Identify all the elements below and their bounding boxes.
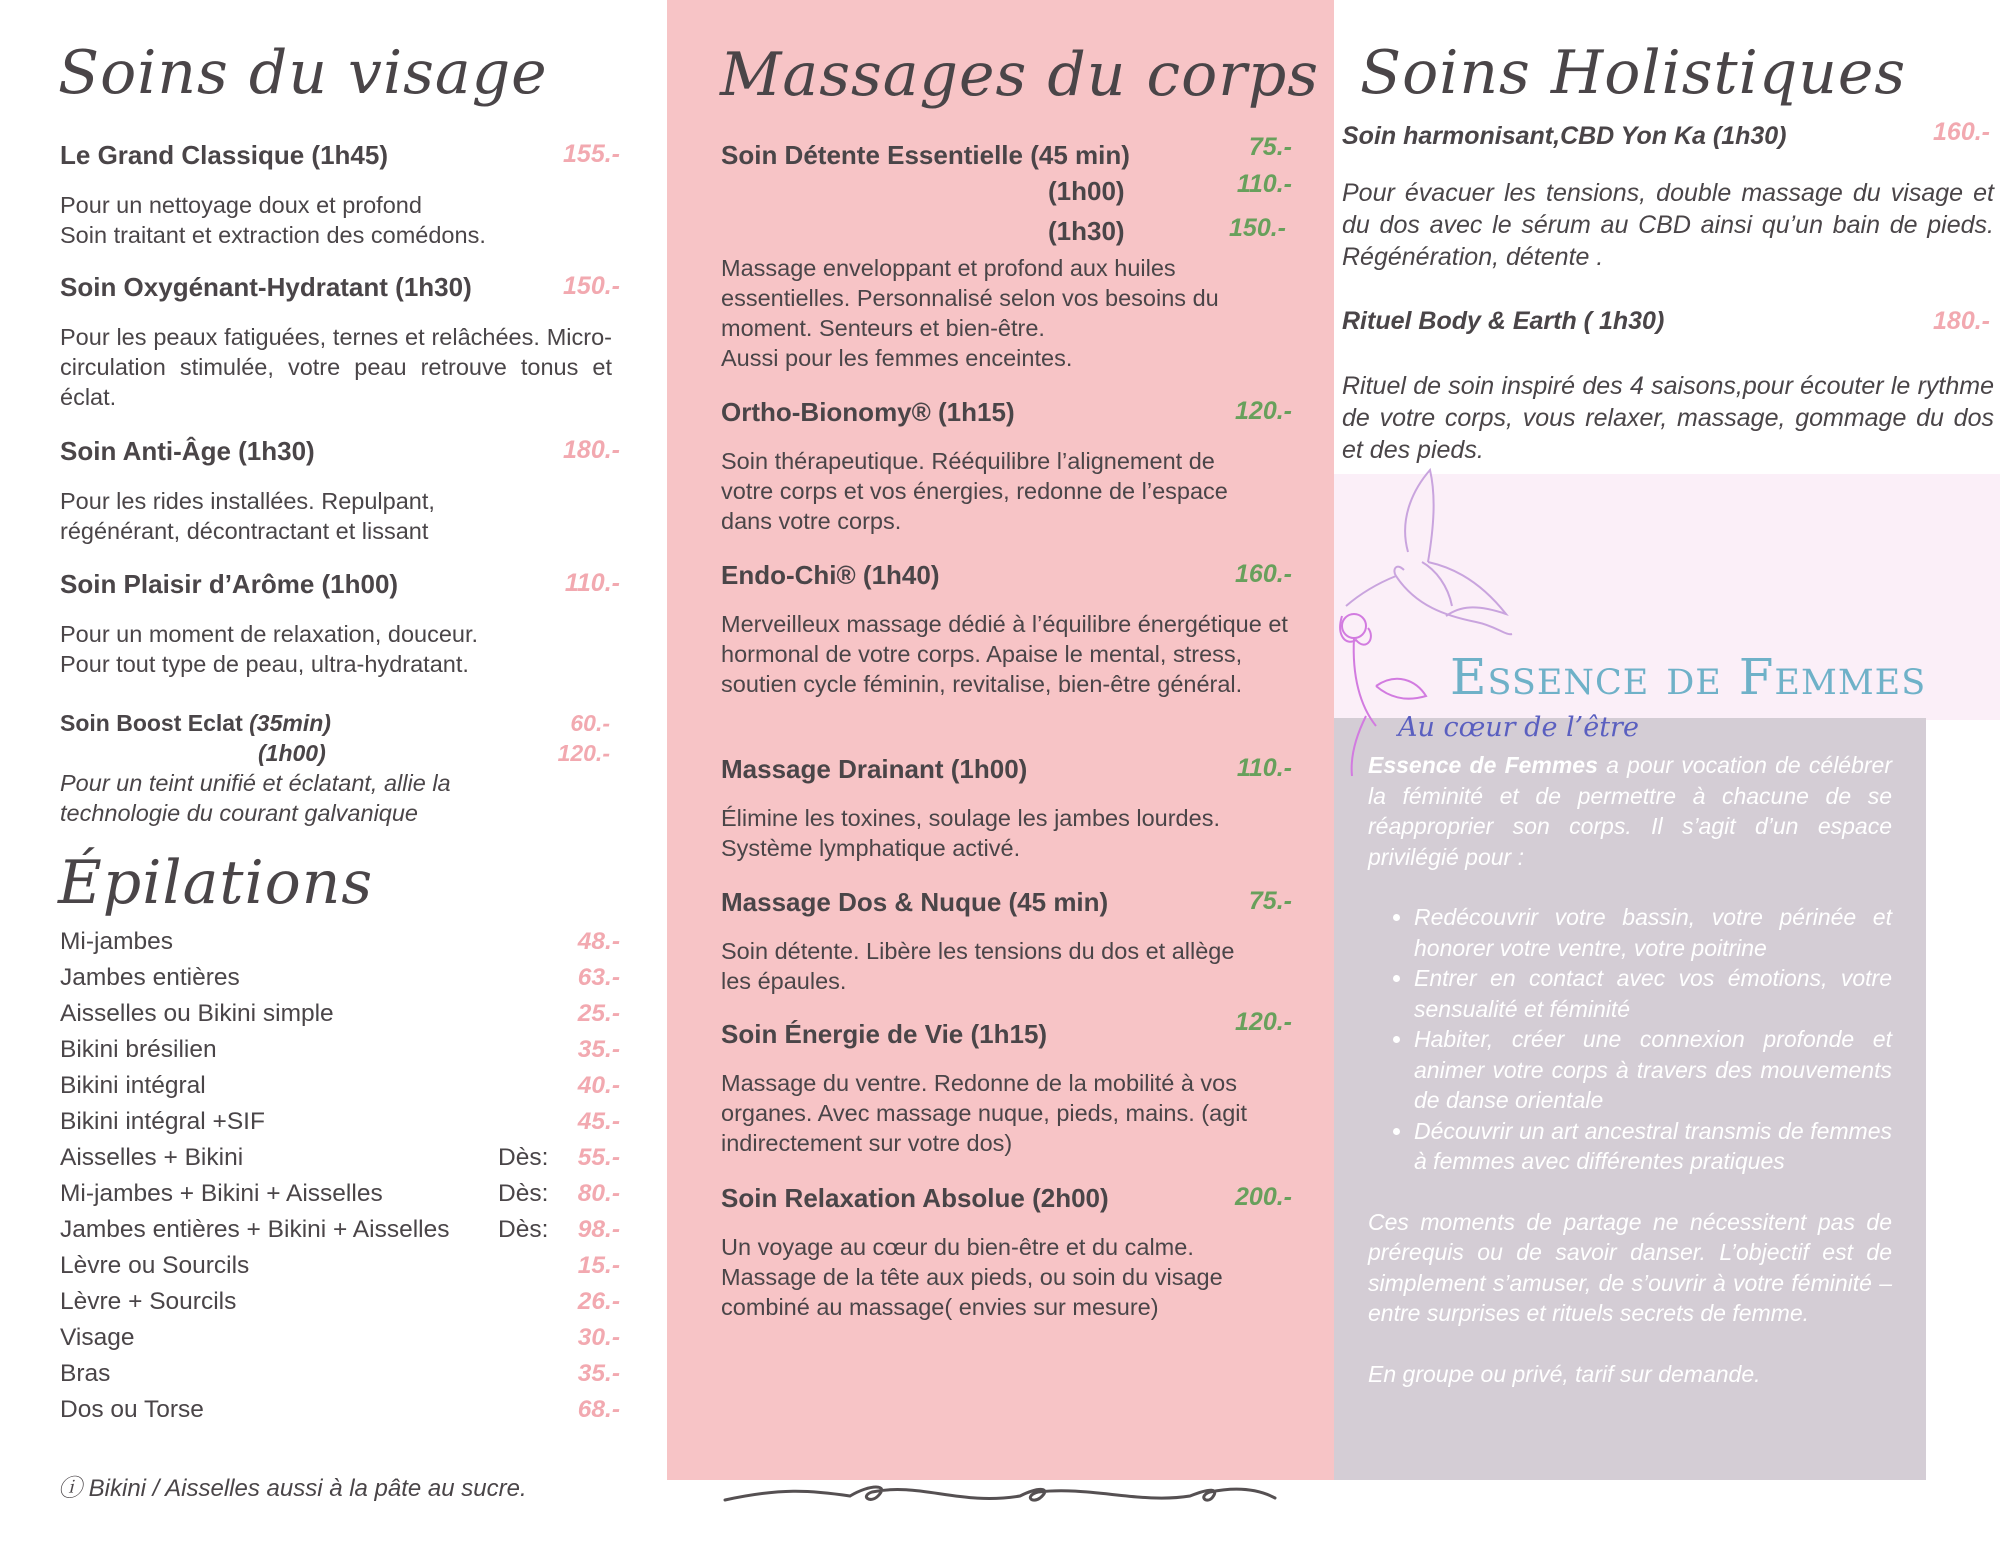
epilation-row <box>60 1360 620 1396</box>
essence-bullet-list <box>1368 902 1892 1177</box>
epilation-row <box>60 1000 620 1036</box>
holistic-item-name: Rituel Body & Earth ( 1h30) <box>1342 307 1665 335</box>
epilation-name: Jambes entières <box>60 964 240 991</box>
description-line: Pour un nettoyage doux et profond <box>60 192 422 218</box>
epilation-name: Dos ou Torse <box>60 1396 204 1423</box>
massage-item-name: Ortho-Bionomy® (1h15) <box>721 397 1015 427</box>
massage-price: 160.- <box>1235 560 1292 588</box>
essence-intro-bold: Essence de Femmes <box>1368 752 1598 778</box>
epilation-row <box>60 964 620 1000</box>
epilation-name: Bikini intégral <box>60 1072 206 1099</box>
visage-item-price: 110.- <box>564 569 620 597</box>
epilation-price: 45.- <box>577 1108 620 1135</box>
essence-footer: En groupe ou privé, tarif sur demande. <box>1368 1360 1761 1387</box>
massage-price: 75.- <box>1248 133 1292 161</box>
holistic-item-description: Rituel de soin inspiré des 4 saisons,pour écouter le rythme de votre corps, vous relaxer, massage, gommage du dos et des pieds. <box>1342 372 1994 464</box>
epilation-row <box>60 1324 620 1360</box>
epilation-row <box>60 1108 620 1144</box>
massage-item-name: Endo-Chi® (1h40) <box>721 560 940 590</box>
massage-item-name: Soin Relaxation Absolue (2h00) <box>721 1183 1109 1213</box>
epilation-row <box>60 1396 620 1432</box>
massage-item-description: Élimine les toxines, soulage les jambes lourdes. Système lymphatique activé. <box>721 805 1220 861</box>
epilation-name: Mi-jambes + Bikini + Aisselles <box>60 1180 383 1207</box>
essence-bullet: • Redécouvrir votre bassin, votre périnée et honorer votre ventre, votre poitrine <box>1414 902 1892 963</box>
epilation-price: 63.- <box>577 964 620 991</box>
epilation-from-label: Dès: <box>498 1144 549 1171</box>
essence-intro-text: a pour vocation de célébrer la féminité et de permettre à chacune de se réapproprier son corps. Il s’agit d’un espace privilégié pour : <box>1368 752 1892 870</box>
description-line: Pour un moment de relaxation, douceur. <box>60 621 479 647</box>
holistic-price: 160.- <box>1933 118 1990 146</box>
massage-item-description: Merveilleux massage dédié à l’équilibre énergétique et hormonal de votre corps. Apaise le mental, stress, soutien cycle féminin, revitalise, bien-être général. <box>721 611 1288 697</box>
holistic-item-description: Pour évacuer les tensions, double massage du visage et du dos avec le sérum au CBD ainsi qu’un bain de pieds. Régénération, détente . <box>1342 179 1994 271</box>
epilation-price: 40.- <box>577 1072 620 1099</box>
epilation-name: Bikini intégral +SIF <box>60 1108 265 1135</box>
epilation-row <box>60 1072 620 1108</box>
visage-item-price: 155.- <box>563 140 620 168</box>
epilation-name: Aisselles + Bikini <box>60 1144 244 1171</box>
section-title-massages: Massages du corps <box>720 40 1320 110</box>
epilation-from-label: Dès: <box>498 1216 549 1243</box>
epilation-row <box>60 928 620 964</box>
epilation-name: Visage <box>60 1324 135 1351</box>
visage-item-price: 150.- <box>563 272 620 300</box>
description-line: Massage enveloppant et profond aux huiles essentielles. Personnalisé selon vos besoins du moment. Senteurs et bien-être. <box>721 255 1219 341</box>
massage-item-name: Massage Drainant (1h00) <box>721 754 1028 784</box>
essence-bullet: • Habiter, créer une connexion profonde et animer votre corps à travers des mouvements de danse orientale <box>1414 1024 1892 1116</box>
description-line: Pour les rides installées. Repulpant, <box>60 488 435 514</box>
massage-price: 120.- <box>1235 1008 1292 1036</box>
boost-duration-1: (35min) <box>249 710 331 736</box>
visage-item-name: Soin Plaisir d’Arôme (1h00) <box>60 569 399 599</box>
massage-item-description: Massage du ventre. Redonne de la mobilité à vos organes. Avec massage nuque, pieds, mains. (agit indirectement sur votre dos) <box>721 1070 1248 1156</box>
epilation-row <box>60 1288 620 1324</box>
epilation-row <box>60 1180 620 1216</box>
massage-item-description: Soin détente. Libère les tensions du dos et allège les épaules. <box>721 938 1235 994</box>
visage-item-price: 180.- <box>563 436 620 464</box>
epilation-price: 98.- <box>577 1216 620 1243</box>
epilation-name: Lèvre ou Sourcils <box>60 1252 250 1279</box>
epilation-row <box>60 1216 620 1252</box>
massage-price: 110.- <box>1236 754 1292 782</box>
massage-duration: (1h00) <box>1048 176 1125 206</box>
massage-item-description <box>721 253 1261 373</box>
epilation-name: Lèvre + Sourcils <box>60 1288 237 1315</box>
visage-item-description <box>60 486 630 546</box>
boost-item-name <box>60 710 331 737</box>
section-title-holistiques: Soins Holistiques <box>1360 38 1907 108</box>
description-line: Pour tout type de peau, ultra-hydratant. <box>60 651 469 677</box>
boost-name: Soin Boost Eclat <box>60 710 243 736</box>
visage-item-description <box>60 190 630 250</box>
massage-price: 200.- <box>1235 1183 1292 1211</box>
epilation-name: Mi-jambes <box>60 928 173 955</box>
epilation-name: Jambes entières + Bikini + Aisselles <box>60 1216 450 1243</box>
visage-item-name: Le Grand Classique (1h45) <box>60 140 388 170</box>
epilation-price: 35.- <box>577 1360 620 1387</box>
description-line: Pour les peaux fatiguées, ternes et relâchées. Micro-circulation stimulée, votre peau retrouve tonus et éclat. <box>60 324 612 410</box>
holistic-item-name: Soin harmonisant,CBD Yon Ka (1h30) <box>1342 122 1787 150</box>
massage-price: 120.- <box>1235 397 1292 425</box>
massage-item-description: Un voyage au cœur du bien-être et du calme. Massage de la tête aux pieds, ou soin du visage combiné au massage( envies sur mesure) <box>721 1234 1223 1320</box>
epilation-name: Bras <box>60 1360 111 1387</box>
epilation-price: 35.- <box>577 1036 620 1063</box>
epilation-price: 26.- <box>577 1288 620 1315</box>
massage-price: 150.- <box>1229 214 1286 242</box>
epilation-price: 15.- <box>577 1252 620 1279</box>
section-title-visage: Soins du visage <box>58 38 548 108</box>
massage-item-name: Soin Détente Essentielle (45 min) <box>721 140 1130 170</box>
essence-bullet: • Découvrir un art ancestral transmis de femmes à femmes avec différentes pratiques <box>1414 1116 1892 1177</box>
epilation-name: Bikini brésilien <box>60 1036 217 1063</box>
massage-price: 110.- <box>1236 170 1292 198</box>
epilation-row <box>60 1036 620 1072</box>
epilation-price: 48.- <box>577 928 620 955</box>
visage-item-description <box>60 619 630 679</box>
essence-intro <box>1368 750 1892 872</box>
description-line: Soin traitant et extraction des comédons. <box>60 222 486 248</box>
visage-item-name: Soin Anti-Âge (1h30) <box>60 436 315 466</box>
epilation-price: 80.- <box>577 1180 620 1207</box>
holistic-price: 180.- <box>1933 307 1990 335</box>
epilation-row <box>60 1252 620 1288</box>
boost-price-2: 120.- <box>557 740 610 766</box>
boost-price-1: 60.- <box>570 710 610 736</box>
visage-item-name: Soin Oxygénant-Hydratant (1h30) <box>60 272 472 302</box>
description-line: régénérant, décontractant et lissant <box>60 518 429 544</box>
massage-item-description: Soin thérapeutique. Rééquilibre l’alignement de votre corps et vos énergies, redonne de l’espace dans votre corps. <box>721 448 1228 534</box>
essence-paragraph: Ces moments de partage ne nécessitent pas de prérequis ou de savoir danser. L’objectif est de simplement s’amuser, de s’ouvrir à votre féminité – entre surprises et rituels secrets de femme. <box>1368 1208 1892 1326</box>
epilation-row <box>60 1144 620 1180</box>
massage-price: 75.- <box>1248 887 1292 915</box>
epilation-price: 25.- <box>577 1000 620 1027</box>
boost-duration-2: (1h00) <box>258 740 326 766</box>
essence-description <box>1368 750 1892 1389</box>
sugar-paste-note: ⓘ Bikini / Aisselles aussi à la pâte au sucre. <box>58 1475 527 1502</box>
section-title-epilations: Épilations <box>58 848 374 918</box>
visage-item-description <box>60 322 612 412</box>
essence-title: Essence de Femmes <box>1450 648 1927 706</box>
massage-duration: (1h30) <box>1048 216 1125 246</box>
epilation-price: 30.- <box>577 1324 620 1351</box>
epilation-price: 55.- <box>577 1144 620 1171</box>
epilation-name: Aisselles ou Bikini simple <box>60 1000 334 1027</box>
massage-item-name: Massage Dos & Nuque (45 min) <box>721 887 1109 917</box>
boost-description: Pour un teint unifié et éclatant, allie la technologie du courant galvanique <box>60 770 451 826</box>
epilation-from-label: Dès: <box>498 1180 549 1207</box>
essence-subtitle: Au cœur de l’être <box>1398 712 1639 743</box>
swirl-divider-icon <box>720 1478 1280 1512</box>
epilation-price: 68.- <box>577 1396 620 1423</box>
description-line: Aussi pour les femmes enceintes. <box>721 345 1073 371</box>
essence-bullet: • Entrer en contact avec vos émotions, votre sensualité et féminité <box>1414 963 1892 1024</box>
massage-item-name: Soin Énergie de Vie (1h15) <box>721 1019 1048 1049</box>
